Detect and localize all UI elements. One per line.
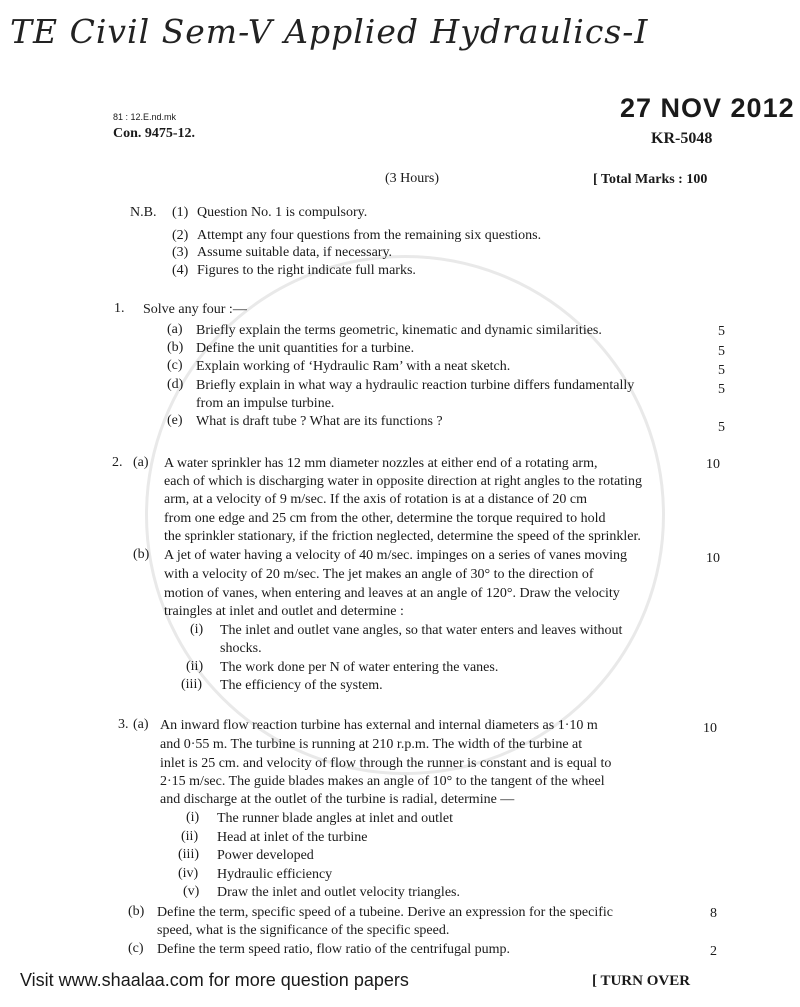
part-label: (b) (167, 340, 184, 355)
instruction-num: (4) (172, 263, 189, 278)
subpart-text: Head at inlet of the turbine (217, 830, 368, 845)
handwritten-title: TE Civil Sem-V Applied Hydraulics-I (10, 12, 649, 51)
paper-ref-code: 81 : 12.E.nd.mk (113, 112, 177, 122)
part-marks: 10 (703, 721, 717, 736)
question-number: 1. (114, 301, 125, 316)
subpart-text: The efficiency of the system. (220, 678, 383, 693)
part-line: A water sprinkler has 12 mm diameter nozzles at either end of a rotating arm, (164, 456, 598, 471)
turn-over-label: [ TURN OVER (592, 973, 691, 989)
subpart-text: The work done per N of water entering the vanes. (220, 660, 499, 675)
part-line: and 0·55 m. The turbine is running at 210 r.p.m. The width of the turbine at (160, 737, 583, 752)
part-line: traingles at inlet and outlet and determine : (164, 604, 404, 619)
part-text: Briefly explain the terms geometric, kinematic and dynamic similarities. (196, 323, 602, 338)
part-label: (a) (167, 322, 183, 337)
part-text-continued: from an impulse turbine. (196, 396, 335, 411)
part-label: (a) (133, 455, 149, 470)
question-number: 3. (118, 717, 129, 732)
subpart-label: (ii) (186, 659, 204, 674)
part-marks: 8 (710, 906, 717, 921)
instruction-num: (2) (172, 228, 189, 243)
part-text: What is draft tube ? What are its functions ? (196, 414, 443, 429)
part-text: Briefly explain in what way a hydraulic reaction turbine differs fundamentally (196, 378, 635, 393)
instruction-text: Assume suitable data, if necessary. (197, 245, 393, 260)
question-intro: Solve any four :— (143, 302, 247, 317)
part-marks: 5 (718, 363, 725, 378)
subpart-label: (i) (186, 810, 200, 825)
con-number: Con. 9475-12. (113, 126, 196, 141)
part-line: arm, at a velocity of 9 m/sec. If the axis of rotation is at a distance of 20 cm (164, 492, 587, 507)
instruction-text: Figures to the right indicate full marks. (197, 263, 416, 278)
instruction-text: Question No. 1 is compulsory. (197, 205, 368, 220)
date-stamp: 27 NOV 2012 (620, 93, 795, 123)
part-line: speed, what is the significance of the specific speed. (157, 923, 450, 938)
subpart-text: The runner blade angles at inlet and outlet (217, 811, 453, 826)
part-line: from one edge and 25 cm from the other, determine the torque required to hold (164, 511, 606, 526)
instruction-text: Attempt any four questions from the remaining six questions. (197, 228, 542, 243)
part-marks: 10 (706, 551, 720, 566)
subpart-label: (iv) (178, 866, 199, 881)
part-label: (d) (167, 377, 184, 392)
subpart-text-continued: shocks. (220, 641, 262, 656)
subpart-text: Hydraulic efficiency (217, 867, 333, 882)
instruction-num: (1) (172, 205, 189, 220)
part-marks: 5 (718, 324, 725, 339)
part-line: and discharge at the outlet of the turbine is radial, determine — (160, 792, 515, 807)
part-label: (c) (128, 941, 144, 956)
subpart-text: Draw the inlet and outlet velocity triangles. (217, 885, 460, 900)
subpart-label: (iii) (181, 677, 202, 692)
part-label: (b) (133, 547, 150, 562)
exam-duration: (3 Hours) (385, 171, 440, 186)
part-label: (a) (133, 717, 149, 732)
part-line: Define the term speed ratio, flow ratio of the centrifugal pump. (157, 942, 510, 957)
part-line: each of which is discharging water in opposite direction at right angles to the rotating (164, 474, 642, 489)
part-line: Define the term, specific speed of a tubeine. Derive an expression for the specific (157, 905, 613, 920)
part-marks: 10 (706, 457, 720, 472)
part-text: Explain working of ‘Hydraulic Ram’ with a neat sketch. (196, 359, 511, 374)
part-line: motion of vanes, when entering and leaves at an angle of 120°. Draw the velocity (164, 586, 620, 601)
part-label: (e) (167, 413, 183, 428)
part-marks: 5 (718, 382, 725, 397)
question-number: 2. (112, 455, 123, 470)
footer-visit-link[interactable]: Visit www.shaalaa.com for more question papers (20, 970, 409, 990)
paper-code: KR-5048 (651, 130, 713, 147)
nb-label: N.B. (130, 205, 157, 220)
part-line: inlet is 25 cm. and velocity of flow through the runner is constant and is equal to (160, 756, 612, 771)
subpart-label: (ii) (181, 829, 199, 844)
part-label: (c) (167, 358, 183, 373)
part-line: An inward flow reaction turbine has external and internal diameters as 1·10 m (160, 718, 598, 733)
part-label: (b) (128, 904, 145, 919)
part-marks: 5 (718, 344, 725, 359)
part-line: the sprinkler stationary, if the friction neglected, determine the speed of the sprinkler. (164, 529, 641, 544)
instruction-num: (3) (172, 245, 189, 260)
total-marks: [ Total Marks : 100 (593, 172, 708, 187)
part-line: A jet of water having a velocity of 40 m/sec. impinges on a series of vanes moving (164, 548, 628, 563)
part-line: 2·15 m/sec. The guide blades makes an angle of 10° to the tangent of the wheel (160, 774, 605, 789)
subpart-label: (i) (190, 622, 204, 637)
subpart-label: (iii) (178, 847, 199, 862)
part-text: Define the unit quantities for a turbine. (196, 341, 415, 356)
part-marks: 5 (718, 420, 725, 435)
subpart-label: (v) (183, 884, 200, 899)
part-marks: 2 (710, 944, 717, 959)
part-line: with a velocity of 20 m/sec. The jet makes an angle of 30° to the direction of (164, 567, 594, 582)
subpart-text: Power developed (217, 848, 314, 863)
subpart-text: The inlet and outlet vane angles, so that water enters and leaves without (220, 623, 623, 638)
